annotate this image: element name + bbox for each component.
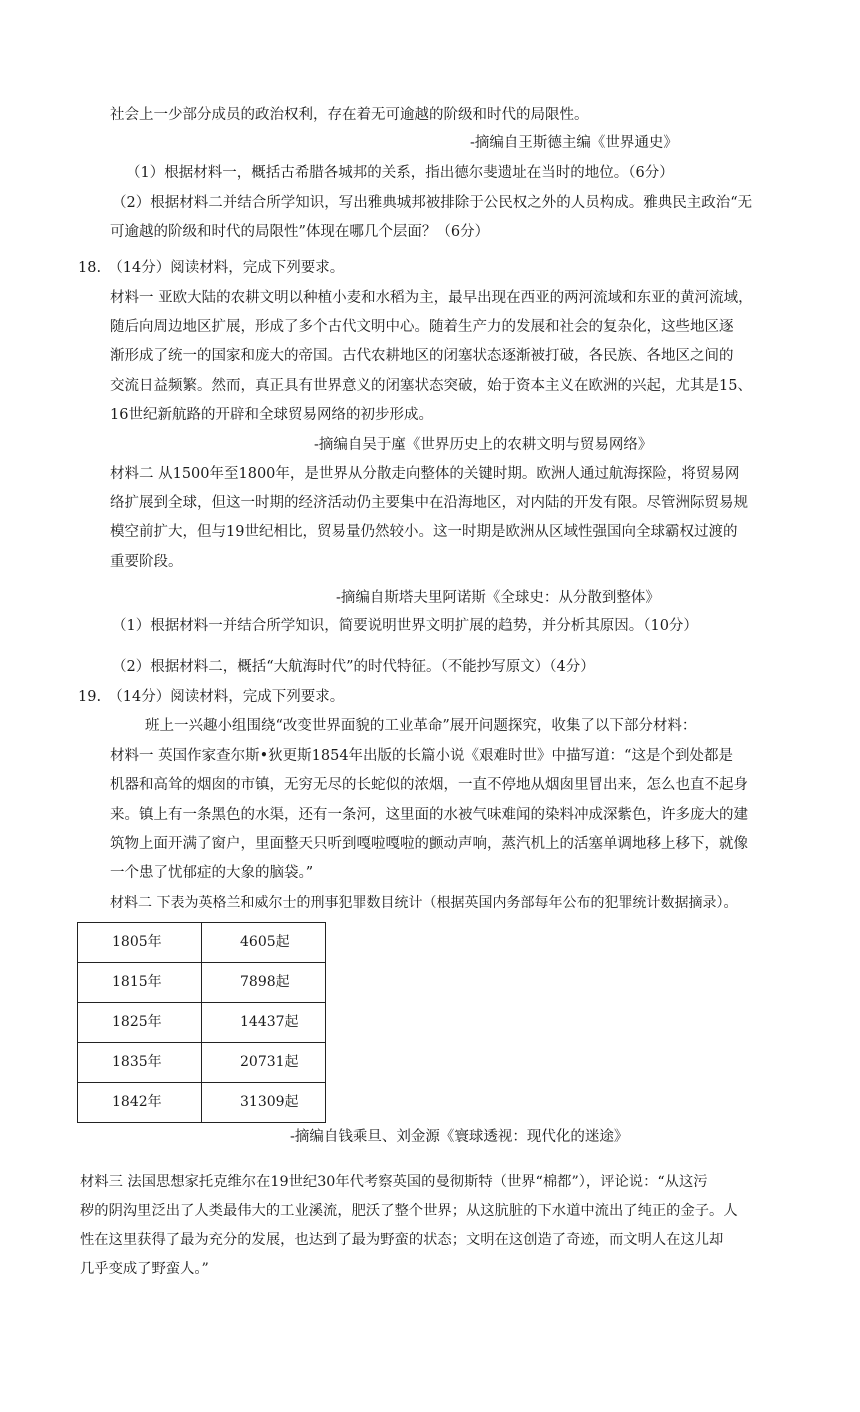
q19-material1-line: 材料一 英国作家查尔斯•狄更斯1854年出版的长篇小说《艰难时世》中描写道：“这是个到处都是 (110, 748, 733, 764)
count-cell: 14437起 (202, 1003, 326, 1043)
q19-material2-source: -摘编自钱乘旦、刘金源《寰球透视：现代化的迷途》 (290, 1129, 629, 1145)
prev-material-line: 社会上一少部分成员的政治权利，存在着无可逾越的阶级和时代的局限性。 (110, 107, 589, 123)
year-cell: 1805年 (78, 923, 202, 963)
year-cell: 1815年 (78, 963, 202, 1003)
count-cell: 31309起 (202, 1083, 326, 1123)
q18-material1-line: 随后向周边地区扩展，形成了多个古代文明中心。随着生产力的发展和社会的复杂化，这些地区逐 (110, 319, 734, 335)
prev-question-2-line2: 可逾越的阶级和时代的局限性”体现在哪几个层面？（6分） (110, 224, 490, 240)
q19-material3-line: 性在这里获得了最为充分的发展，也达到了最为野蛮的状态；文明在这创造了奇迹，而文明人在这儿却 (80, 1232, 724, 1248)
q18-question-2: （2）根据材料二，概括“大航海时代”的时代特征。（不能抄写原文）（4分） (112, 659, 595, 675)
q19-material3-line: 几乎变成了野蛮人。” (80, 1261, 209, 1277)
prev-question-1: （1）根据材料一，概括古希腊各城邦的关系，指出德尔斐遗址在当时的地位。（6分） (126, 165, 674, 181)
table-row (78, 1043, 326, 1083)
q18-material2-line: 络扩展到全球，但这一时期的经济活动仍主要集中在沿海地区，对内陆的开发有限。尽管洲际贸易规 (110, 495, 748, 511)
q19-material1-line: 一个患了忧郁症的大象的脑袋。” (110, 865, 314, 881)
year-cell: 1835年 (78, 1043, 202, 1083)
count-cell: 7898起 (202, 963, 326, 1003)
question-19-header: 19. （14分）阅读材料，完成下列要求。 (78, 689, 345, 705)
q18-question-1: （1）根据材料一并结合所学知识，简要说明世界文明扩展的趋势，并分析其原因。（10分） (112, 618, 698, 634)
q19-material1-line: 来。镇上有一条黑色的水渠，还有一条河，这里面的水被气味难闻的染料冲成深紫色，许多庞大的建 (110, 807, 748, 823)
q19-material2-intro: 材料二 下表为英格兰和威尔士的刑事犯罪数目统计（根据英国内务部每年公布的犯罪统计数据摘录）。 (110, 895, 738, 911)
prev-question-2-line1: （2）根据材料二并结合所学知识，写出雅典城邦被排除于公民权之外的人员构成。雅典民主政治“无 (112, 195, 753, 211)
table-row (78, 923, 326, 963)
q18-material2-line: 重要阶段。 (110, 554, 183, 570)
table-row (78, 1083, 326, 1123)
prev-material-source: -摘编自王斯德主编《世界通史》 (470, 135, 678, 151)
q18-material2-source: -摘编自斯塔夫里阿诺斯《全球史：从分散到整体》 (336, 590, 660, 606)
q18-material2-line: 材料二 从1500年至1800年，是世界从分散走向整体的关键时期。欧洲人通过航海探险，将贸易网 (110, 466, 740, 482)
q18-material1-line: 交流日益频繁。然而，真正具有世界意义的闭塞状态突破，始于资本主义在欧洲的兴起，尤其是15、 (110, 378, 752, 394)
q18-material1-line: 材料一 亚欧大陆的农耕文明以种植小麦和水稻为主，最早出现在西亚的两河流域和东亚的黄河流域， (110, 290, 753, 306)
q18-material2-line: 模空前扩大，但与19世纪相比，贸易量仍然较小。这一时期是欧洲从区域性强国向全球霸权过渡的 (110, 524, 738, 540)
q18-material1-source: -摘编自吴于廑《世界历史上的农耕文明与贸易网络》 (314, 437, 653, 453)
q18-material1-line: 渐形成了统一的国家和庞大的帝国。古代农耕地区的闭塞状态逐渐被打破，各民族、各地区之间的 (110, 348, 734, 364)
question-18-header: 18. （14分）阅读材料，完成下列要求。 (78, 260, 345, 276)
q19-material1-line: 机器和高耸的烟囱的市镇，无穷无尽的长蛇似的浓烟，一直不停地从烟囱里冒出来，怎么也直不起身 (110, 777, 748, 793)
year-cell: 1825年 (78, 1003, 202, 1043)
count-cell: 20731起 (202, 1043, 326, 1083)
table-row (78, 1003, 326, 1043)
crime-statistics-table (77, 922, 326, 1123)
q19-material3-line: 材料三 法国思想家托克维尔在19世纪30年代考察英国的曼彻斯特（世界“棉都”），评论说：“从这污 (80, 1174, 708, 1190)
year-cell: 1842年 (78, 1083, 202, 1123)
table-row (78, 963, 326, 1003)
count-cell: 4605起 (202, 923, 326, 963)
q18-material1-line: 16世纪新航路的开辟和全球贸易网络的初步形成。 (110, 407, 433, 423)
q19-intro: 班上一兴趣小组围绕“改变世界面貌的工业革命”展开问题探究，收集了以下部分材料： (145, 718, 697, 734)
q19-material1-line: 筑物上面开满了窗户，里面整天只听到嘎啦嘎啦的颤动声响，蒸汽机上的活塞单调地移上移下，就像 (110, 836, 748, 852)
q19-material3-line: 秽的阴沟里泛出了人类最伟大的工业溪流，肥沃了整个世界；从这肮脏的下水道中流出了纯正的金子。人 (80, 1203, 738, 1219)
